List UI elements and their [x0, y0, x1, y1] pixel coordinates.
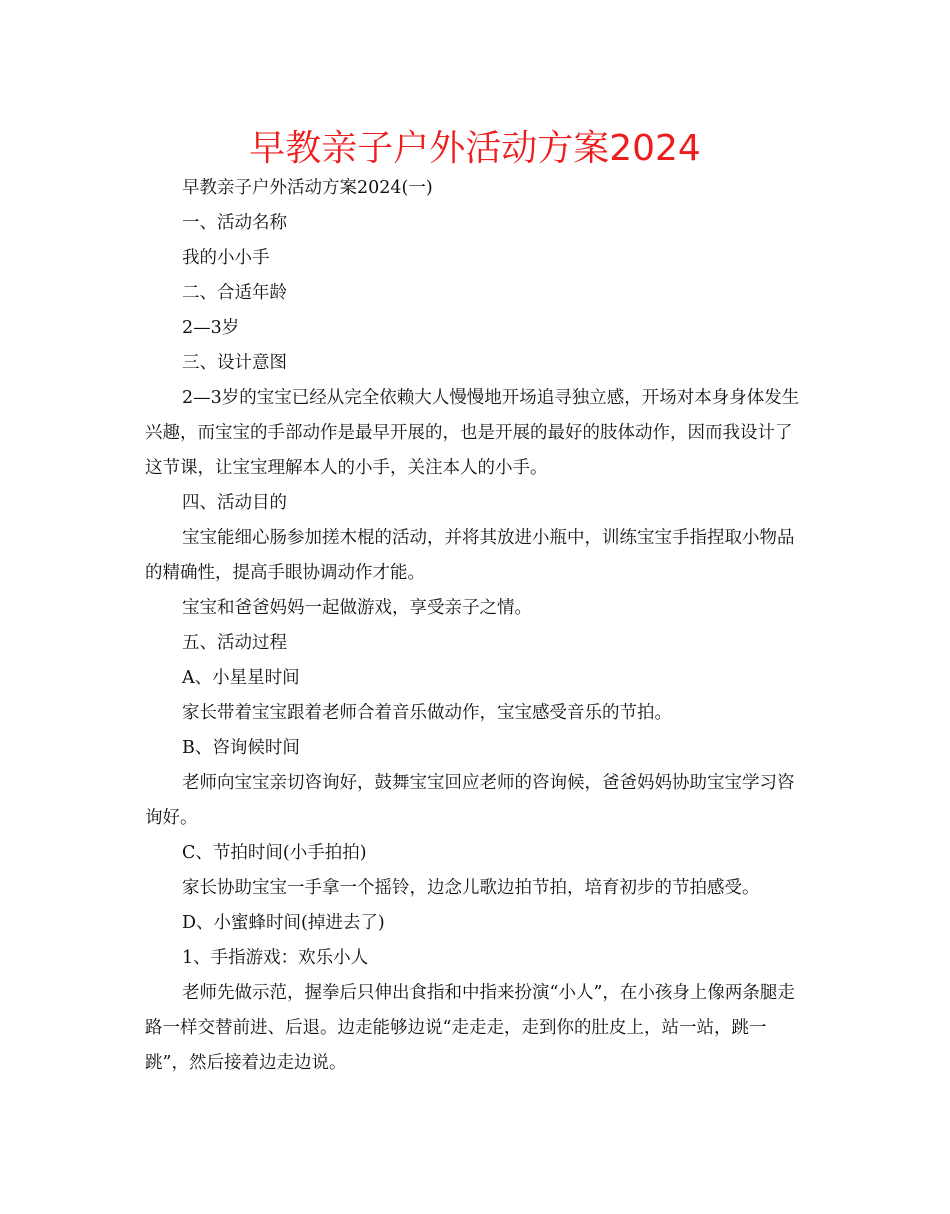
sub-heading: B、咨询候时间 — [182, 738, 300, 758]
document-title: 早教亲子户外活动方案2024 — [249, 128, 701, 169]
paragraph: 老师向宝宝亲切咨询好，鼓舞宝宝回应老师的咨询候，爸爸妈妈协助宝宝学习咨询好。 — [145, 773, 795, 828]
document-body — [145, 171, 805, 1081]
paragraph: 我的小小手 — [182, 248, 270, 268]
sub-heading: A、小星星时间 — [182, 668, 300, 688]
section-heading-goals: 四、活动目的 — [182, 493, 287, 513]
paragraph: 老师先做示范，握拳后只伸出食指和中指来扮演“小人”，在小孩身上像两条腿走路一样交替前进、后退。边走能够边说“走走走，走到你的肚皮上，站一站，跳一跳”，然后接着边走边说。 — [145, 983, 795, 1073]
sub-heading: D、小蜜蜂时间(掉进去了) — [182, 913, 385, 933]
sub-heading: C、节拍时间(小手拍拍) — [182, 843, 367, 863]
section-heading-activity-name: 一、活动名称 — [182, 213, 287, 233]
sub-heading: 1、手指游戏：欢乐小人 — [182, 948, 369, 968]
paragraph: 2—3岁 — [182, 318, 240, 338]
section-heading-design-intent: 三、设计意图 — [182, 353, 287, 373]
paragraph: 宝宝能细心肠参加搓木棍的活动，并将其放进小瓶中，训练宝宝手指捏取小物品的精确性，提高手眼协调动作才能。 — [145, 528, 795, 583]
subtitle-paragraph: 早教亲子户外活动方案2024(一) — [182, 178, 433, 198]
paragraph: 2—3岁的宝宝已经从完全依赖大人慢慢地开场追寻独立感，开场对本身身体发生兴趣，而宝宝的手部动作是最早开展的，也是开展的最好的肢体动作，因而我设计了这节课，让宝宝理解本人的小手，关注本人的小手。 — [145, 388, 800, 478]
section-heading-process: 五、活动过程 — [182, 633, 287, 653]
paragraph: 家长协助宝宝一手拿一个摇铃，边念儿歌边拍节拍，培育初步的节拍感受。 — [182, 878, 760, 898]
paragraph: 宝宝和爸爸妈妈一起做游戏，享受亲子之情。 — [182, 598, 532, 618]
paragraph: 家长带着宝宝跟着老师合着音乐做动作，宝宝感受音乐的节拍。 — [182, 703, 672, 723]
section-heading-age: 二、合适年龄 — [182, 283, 287, 303]
